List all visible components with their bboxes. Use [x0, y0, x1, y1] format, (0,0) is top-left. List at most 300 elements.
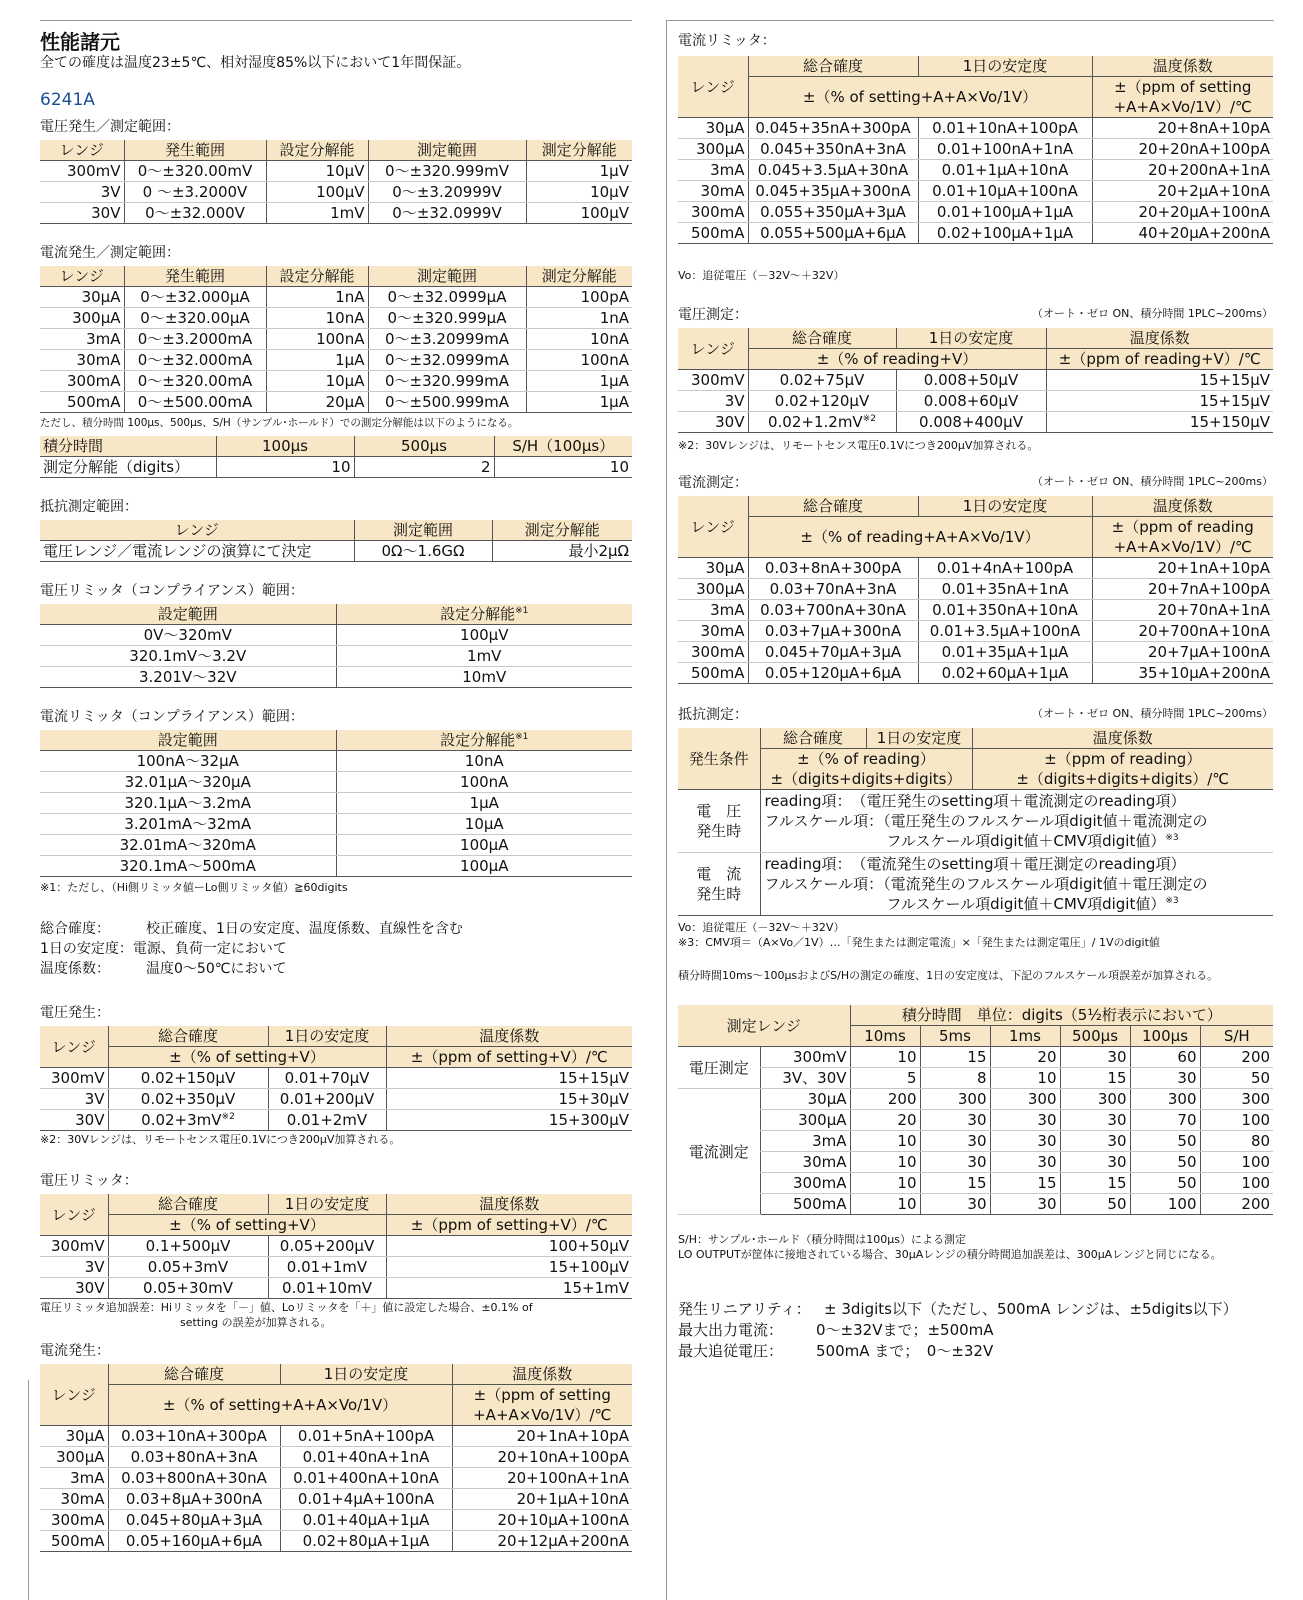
table-row — [678, 1047, 1273, 1068]
col-header: ±（% of setting+V） — [108, 1215, 386, 1236]
cell: 1nA — [266, 287, 368, 308]
cell: 30mA — [678, 181, 748, 202]
cell: 200 — [850, 1089, 920, 1110]
cell: 10 — [850, 1047, 920, 1068]
cell: 30μA — [678, 118, 748, 139]
note-text: LO OUTPUTが筐体に接地されている場合、30μAレンジの積分時間追加誤差は、300μAレンジと同じになる。 — [678, 1248, 1222, 1261]
col-header: 1日の安定度 — [268, 1026, 386, 1047]
cell: 3V — [40, 1089, 108, 1110]
cell: 3.201mA～32mA — [40, 814, 336, 835]
cell: 0～±32.000V — [124, 203, 266, 224]
table-row — [40, 1510, 632, 1531]
table-row — [40, 1468, 632, 1489]
cell: 0.01+40μA+1μA — [280, 1510, 452, 1531]
model-name: 6241A — [40, 90, 95, 110]
cell: 15+1mV — [386, 1278, 632, 1299]
definition-line: 温度係数： 温度0～50℃において — [40, 961, 287, 977]
cell: 300mV — [40, 161, 124, 182]
col-header: 総合確度 — [748, 56, 918, 77]
cell: 0.05+160μA+6μA — [108, 1531, 280, 1552]
section-heading: 抵抗測定： — [678, 707, 748, 723]
cell: 0.03+10nA+300pA — [108, 1426, 280, 1447]
cell: 0.055+500μA+6μA — [748, 223, 918, 244]
col-header: ±（% of setting+A+A×Vo/1V） — [748, 77, 1092, 118]
col-header: 5ms — [920, 1026, 990, 1047]
col-header: 1日の安定度 — [280, 1364, 452, 1385]
cell: 300μA — [40, 308, 124, 329]
cell: 10nA — [336, 751, 632, 772]
cell: 500mA — [678, 223, 748, 244]
cell: 1μA — [266, 350, 368, 371]
cell: 80 — [1200, 1131, 1273, 1152]
cell: 0.05+30mV — [108, 1278, 268, 1299]
cell: 100 — [1130, 1194, 1200, 1215]
cell: 0.01+100μA+1μA — [918, 202, 1092, 223]
cell: 20+1μA+10nA — [452, 1489, 632, 1510]
cell: 100 — [1200, 1173, 1273, 1194]
col-header: 100μs — [216, 436, 354, 457]
col-header: 総合確度 — [108, 1364, 280, 1385]
cell: 15+30μV — [386, 1089, 632, 1110]
cell: 300μA — [678, 139, 748, 160]
cell: 20+100nA+1nA — [452, 1468, 632, 1489]
cell: 30mA — [678, 621, 748, 642]
current-limit-range-table — [40, 730, 632, 877]
cell: 30 — [990, 1152, 1060, 1173]
cell: 30V — [40, 1110, 108, 1131]
integration-table — [40, 436, 632, 478]
cell: 0.045+70μA+3μA — [748, 642, 918, 663]
cell: 0.05+120μA+6μA — [748, 663, 918, 684]
col-header: ±（ppm of setting — [1092, 77, 1273, 98]
col-header: 温度係数 — [386, 1194, 632, 1215]
cell: 0.01+10mV — [268, 1278, 386, 1299]
cell: 0.02+75μV — [748, 370, 896, 391]
cell: 30μA — [760, 1089, 850, 1110]
cell: 10 — [850, 1152, 920, 1173]
current-range-table — [40, 266, 632, 413]
cell: 0.01+10μA+100nA — [918, 181, 1092, 202]
cell: 30mA — [40, 350, 124, 371]
spec-line: 最大追従電圧： 500mA まで； 0～±32V — [678, 1342, 994, 1360]
cell: 20+7nA+100pA — [1092, 579, 1273, 600]
cell: 300mA — [40, 371, 124, 392]
section-heading: 電圧測定： — [678, 307, 748, 323]
cell: 0.01+350nA+10nA — [918, 600, 1092, 621]
col-header: レンジ — [678, 496, 748, 558]
col-header: 総合確度 — [108, 1194, 268, 1215]
table-row — [678, 181, 1273, 202]
table-row — [678, 139, 1273, 160]
section-heading: 電圧発生： — [40, 1005, 110, 1021]
section-heading: 電流発生： — [40, 1343, 110, 1359]
cell: 50 — [1130, 1173, 1200, 1194]
cell: 15 — [990, 1173, 1060, 1194]
cell: 100 — [1200, 1110, 1273, 1131]
cell: 15 — [1060, 1173, 1130, 1194]
cell: 15+15μV — [1046, 391, 1273, 412]
table-row — [678, 790, 1273, 853]
cell: 0.02+120μV — [748, 391, 896, 412]
cell: 0.01+10nA+100pA — [918, 118, 1092, 139]
note-text: 積分時間10ms～100μsおよびS/Hの測定の確度、1日の安定度は、下記のフルスケール項誤差が加算される。 — [678, 969, 1219, 982]
col-header: 1日の安定度 — [918, 496, 1092, 517]
cell: 1μA — [526, 392, 632, 413]
table-row — [40, 835, 632, 856]
cell: 0～±320.00mA — [124, 371, 266, 392]
cell: 10 — [494, 457, 632, 478]
col-header: ±（ppm of reading+V）/℃ — [1046, 349, 1273, 370]
table-row — [678, 642, 1273, 663]
col-header: ±（ppm of setting+V）/℃ — [386, 1047, 632, 1068]
cell: 電 流 発生時 — [678, 853, 760, 916]
cell: reading項： （電圧発生のsetting項＋電流測定のreading項） フルスケール項：（電圧発生のフルスケール項digit値＋電流測定の フルスケール項digit値＋CMV項digit値）$^{※3}$ — [760, 790, 1273, 853]
cell: 0～±3.20999mA — [368, 329, 526, 350]
cell: 0.01+1mV — [268, 1257, 386, 1278]
cell: 0～±320.00μA — [124, 308, 266, 329]
cell: 30mA — [40, 1489, 108, 1510]
cell: 20+10nA+100pA — [452, 1447, 632, 1468]
col-header: 総合確度 — [760, 728, 866, 749]
cell: 32.01μA～320μA — [40, 772, 336, 793]
col-header: ±（% of reading） — [760, 749, 972, 770]
cell: 30μA — [40, 287, 124, 308]
cell: 100nA — [336, 772, 632, 793]
table-row — [40, 751, 632, 772]
table-row — [40, 1236, 632, 1257]
cell: 0.03+800nA+30nA — [108, 1468, 280, 1489]
table-row — [40, 203, 632, 224]
table-row — [678, 1089, 1273, 1110]
cell: 300mV — [40, 1068, 108, 1089]
cell: 0.045+3.5μA+30nA — [748, 160, 918, 181]
col-header: ±（% of setting+A+A×Vo/1V） — [108, 1385, 452, 1426]
col-header: レンジ — [40, 1026, 108, 1068]
cell: 1mV — [266, 203, 368, 224]
cell: 10 — [850, 1131, 920, 1152]
cell: 30 — [920, 1194, 990, 1215]
col-header: ±（% of reading+V） — [748, 349, 1046, 370]
cell: 30mA — [760, 1152, 850, 1173]
cell: 0.01+70μV — [268, 1068, 386, 1089]
cell: 15 — [1060, 1068, 1130, 1089]
cell: 0～±320.999mA — [368, 371, 526, 392]
cell: 0.03+70nA+3nA — [748, 579, 918, 600]
table-row — [678, 1152, 1273, 1173]
cell: 30 — [1060, 1131, 1130, 1152]
cell: 測定分解能（digits） — [40, 457, 216, 478]
cell: 0.1+500μV — [108, 1236, 268, 1257]
table-row — [40, 646, 632, 667]
cell: 100nA～32μA — [40, 751, 336, 772]
col-header: 500μs — [1060, 1026, 1130, 1047]
cell: 電圧レンジ／電流レンジの演算にて決定 — [40, 541, 354, 562]
cell: 300 — [1060, 1089, 1130, 1110]
col-header: 温度係数 — [452, 1364, 632, 1385]
cell: 0.03+8nA+300pA — [748, 558, 918, 579]
cell: 0.008+60μV — [896, 391, 1046, 412]
note-text: ※2：30Vレンジは、リモートセンス電圧0.1Vにつき200μV加算される。 — [40, 1133, 401, 1146]
cell: 200 — [1200, 1194, 1273, 1215]
cell: 20+20μA+100nA — [1092, 202, 1273, 223]
col-header: レンジ — [678, 56, 748, 118]
cell: 10nA — [266, 308, 368, 329]
cell: 3V — [40, 182, 124, 203]
col-header: ±（ppm of reading） — [972, 749, 1273, 770]
table-row — [678, 1173, 1273, 1194]
cell: 10mV — [336, 667, 632, 688]
cell: 20+20nA+100pA — [1092, 139, 1273, 160]
cell: 20+10μA+100nA — [452, 1510, 632, 1531]
cell: 100μV — [526, 203, 632, 224]
cell: 0.01+4nA+100pA — [918, 558, 1092, 579]
table-row — [678, 118, 1273, 139]
cell: 100nA — [526, 350, 632, 371]
cell: 100 — [1200, 1152, 1273, 1173]
cell: 10 — [216, 457, 354, 478]
col-header: 測定範囲 — [368, 266, 526, 287]
cell: 0.03+80nA+3nA — [108, 1447, 280, 1468]
cell: 300mV — [678, 370, 748, 391]
table-row — [40, 667, 632, 688]
definition-line: 1日の安定度：電源、負荷一定において — [40, 941, 287, 957]
cell: 0.008+50μV — [896, 370, 1046, 391]
cell: 0.03+700nA+30nA — [748, 600, 918, 621]
table-row — [678, 1110, 1273, 1131]
cell: 20+700nA+10nA — [1092, 621, 1273, 642]
cell: 10nA — [526, 329, 632, 350]
cell: 60 — [1130, 1047, 1200, 1068]
cell: 15 — [920, 1047, 990, 1068]
table-row — [40, 1489, 632, 1510]
cell: 300μA — [760, 1110, 850, 1131]
col-header: +A+A×Vo/1V）/℃ — [1092, 97, 1273, 118]
section-heading: 電圧発生／測定範囲： — [40, 119, 180, 135]
section-heading: 電流発生／測定範囲： — [40, 245, 180, 261]
table-row — [40, 1278, 632, 1299]
table-row — [678, 391, 1273, 412]
fullscale-error-table — [678, 1005, 1273, 1215]
col-header: ±（digits+digits+digits）/℃ — [972, 769, 1273, 790]
cell: 0Ω～1.6GΩ — [354, 541, 492, 562]
table-row — [678, 370, 1273, 391]
table-row — [40, 350, 632, 371]
cell: 5 — [850, 1068, 920, 1089]
cell: $0.02+1.2mV^{※2}$ — [748, 412, 896, 433]
col-header: 測定範囲 — [354, 520, 492, 541]
col-header: 1日の安定度 — [268, 1194, 386, 1215]
cell: 15 — [920, 1173, 990, 1194]
cell: 3mA — [760, 1131, 850, 1152]
cell: 3.201V～32V — [40, 667, 336, 688]
cell: 15+15μV — [1046, 370, 1273, 391]
note-text: Vo：追従電圧（－32V～＋32V） — [678, 269, 845, 282]
cell: 300mA — [678, 642, 748, 663]
cell: 300mA — [678, 202, 748, 223]
cell: 40+20μA+200nA — [1092, 223, 1273, 244]
cell: 30 — [1060, 1110, 1130, 1131]
cell: $0.02+3mV^{※2}$ — [108, 1110, 268, 1131]
table-row — [40, 329, 632, 350]
col-header: 発生条件 — [678, 728, 760, 790]
col-header: 1日の安定度 — [896, 328, 1046, 349]
cell: 0～±500.00mA — [124, 392, 266, 413]
cell: 70 — [1130, 1110, 1200, 1131]
table-row — [678, 1068, 1273, 1089]
cell: 20 — [990, 1047, 1060, 1068]
cell: 15+15μV — [386, 1068, 632, 1089]
cell: 0.02+350μV — [108, 1089, 268, 1110]
table-row — [678, 663, 1273, 684]
condition-text: （オート・ゼロ ON、積分時間 1PLC~200ms） — [1032, 707, 1273, 720]
cell: 30μA — [40, 1426, 108, 1447]
col-header: 総合確度 — [748, 496, 918, 517]
intro-text: 全ての確度は温度23±5℃、相対湿度85%以下において1年間保証。 — [40, 55, 471, 71]
cell: 0.01+35nA+1nA — [918, 579, 1092, 600]
col-header: レンジ — [40, 1364, 108, 1426]
table-row — [40, 308, 632, 329]
cell: 10μV — [526, 182, 632, 203]
cell: 3V — [678, 391, 748, 412]
margin-line — [28, 1380, 29, 1600]
cell: 500mA — [760, 1194, 850, 1215]
cell: 0 ～±3.2000V — [124, 182, 266, 203]
table-row — [40, 772, 632, 793]
cell: 2 — [354, 457, 494, 478]
col-header: ±（ppm of reading — [1092, 517, 1273, 538]
cell: 10μV — [266, 161, 368, 182]
cell: 0.01+100nA+1nA — [918, 139, 1092, 160]
cell: 0.01+40nA+1nA — [280, 1447, 452, 1468]
cell: 300 — [1130, 1089, 1200, 1110]
cell: 30V — [678, 412, 748, 433]
cell: 0.045+35μA+300nA — [748, 181, 918, 202]
col-header: レンジ — [678, 328, 748, 370]
condition-text: （オート・ゼロ ON、積分時間 1PLC~200ms） — [1032, 475, 1273, 488]
cell: 0～±320.00mV — [124, 161, 266, 182]
cell: 0.008+400μV — [896, 412, 1046, 433]
column-divider — [666, 20, 667, 1600]
cell: 20+70nA+1nA — [1092, 600, 1273, 621]
col-header: 設定範囲 — [40, 730, 336, 751]
section-heading: 電圧リミッタ（コンプライアンス）範囲： — [40, 583, 304, 599]
cell: 0.01+400nA+10nA — [280, 1468, 452, 1489]
page-title: 性能諸元 — [40, 30, 120, 54]
col-header: ±（ppm of setting — [452, 1385, 632, 1406]
cell: 20+8nA+10pA — [1092, 118, 1273, 139]
col-header: 温度係数 — [972, 728, 1273, 749]
cell: 500mA — [678, 663, 748, 684]
voltage-range-table — [40, 140, 632, 224]
voltage-limit-range-table — [40, 604, 632, 688]
cell: 0～±32.0999mA — [368, 350, 526, 371]
cell: 0.01+3.5μA+100nA — [918, 621, 1092, 642]
section-heading: 電流リミッタ： — [678, 33, 776, 49]
cell: 0V～320mV — [40, 625, 336, 646]
cell: 100pA — [526, 287, 632, 308]
table-row — [40, 1110, 632, 1131]
table-row — [40, 1089, 632, 1110]
cell: 3mA — [40, 1468, 108, 1489]
section-heading: 抵抗測定範囲： — [40, 499, 138, 515]
col-header: ±（% of setting+V） — [108, 1047, 386, 1068]
cell: 300 — [990, 1089, 1060, 1110]
cell: 30 — [920, 1110, 990, 1131]
cell: 30 — [990, 1194, 1060, 1215]
cell: 0.03+7μA+300nA — [748, 621, 918, 642]
cell: 0.05+3mV — [108, 1257, 268, 1278]
cell: 1mV — [336, 646, 632, 667]
table-row — [40, 625, 632, 646]
cell: 300mA — [760, 1173, 850, 1194]
cell: 30 — [1130, 1068, 1200, 1089]
table-row — [40, 457, 632, 478]
table-row — [40, 814, 632, 835]
cell: 0～±32.0999μA — [368, 287, 526, 308]
cell: 20+1nA+10pA — [452, 1426, 632, 1447]
voltage-measure-accuracy-table — [678, 328, 1273, 433]
table-row — [678, 600, 1273, 621]
cell: 3mA — [40, 329, 124, 350]
cell: 300mA — [40, 1510, 108, 1531]
group-label: 電圧測定 — [678, 1047, 760, 1089]
cell: 50 — [1130, 1152, 1200, 1173]
cell: 20+12μA+200nA — [452, 1531, 632, 1552]
cell: 1nA — [526, 308, 632, 329]
cell: 320.1μA～3.2mA — [40, 793, 336, 814]
table-row — [40, 182, 632, 203]
cell: 300 — [920, 1089, 990, 1110]
section-heading: 電流リミッタ（コンプライアンス）範囲： — [40, 709, 304, 725]
cell: 8 — [920, 1068, 990, 1089]
table-row — [40, 541, 632, 562]
table-row — [40, 1426, 632, 1447]
condition-text: （オート・ゼロ ON、積分時間 1PLC~200ms） — [1032, 307, 1273, 320]
cell: 30V — [40, 1278, 108, 1299]
cell: 10μA — [266, 371, 368, 392]
cell: 0.01+200μV — [268, 1089, 386, 1110]
cell: 30 — [920, 1152, 990, 1173]
col-header: レンジ — [40, 266, 124, 287]
table-row — [40, 856, 632, 877]
cell: 100μV — [266, 182, 368, 203]
cell: 0～±3.20999V — [368, 182, 526, 203]
resistance-range-table — [40, 520, 632, 562]
cell: 0.01+2mV — [268, 1110, 386, 1131]
cell: 0.045+80μA+3μA — [108, 1510, 280, 1531]
col-header: 温度係数 — [386, 1026, 632, 1047]
col-header: 総合確度 — [748, 328, 896, 349]
cell: 100μA — [336, 856, 632, 877]
table-row — [678, 1131, 1273, 1152]
table-row — [40, 793, 632, 814]
cell: 0～±32.0999V — [368, 203, 526, 224]
cell: 0.03+8μA+300nA — [108, 1489, 280, 1510]
cell: 200 — [1200, 1047, 1273, 1068]
col-header: 測定レンジ — [678, 1005, 850, 1047]
col-header: 温度係数 — [1092, 496, 1273, 517]
cell: 0.02+100μA+1μA — [918, 223, 1092, 244]
col-header: 温度係数 — [1046, 328, 1273, 349]
col-header: ±（% of reading+A+A×Vo/1V） — [748, 517, 1092, 558]
cell: reading項： （電流発生のsetting項＋電圧測定のreading項） フルスケール項：（電流発生のフルスケール項digit値＋電圧測定の フルスケール項digit値＋CMV項digit値）$^{※3}$ — [760, 853, 1273, 916]
cell: 300 — [1200, 1089, 1273, 1110]
col-header: 設定分解能$^{※1}$ — [336, 730, 632, 751]
col-header: 設定範囲 — [40, 604, 336, 625]
definition-line: 総合確度： 校正確度、1日の安定度、温度係数、直線性を含む — [40, 921, 463, 937]
table-row — [678, 1194, 1273, 1215]
cell: 50 — [1130, 1131, 1200, 1152]
